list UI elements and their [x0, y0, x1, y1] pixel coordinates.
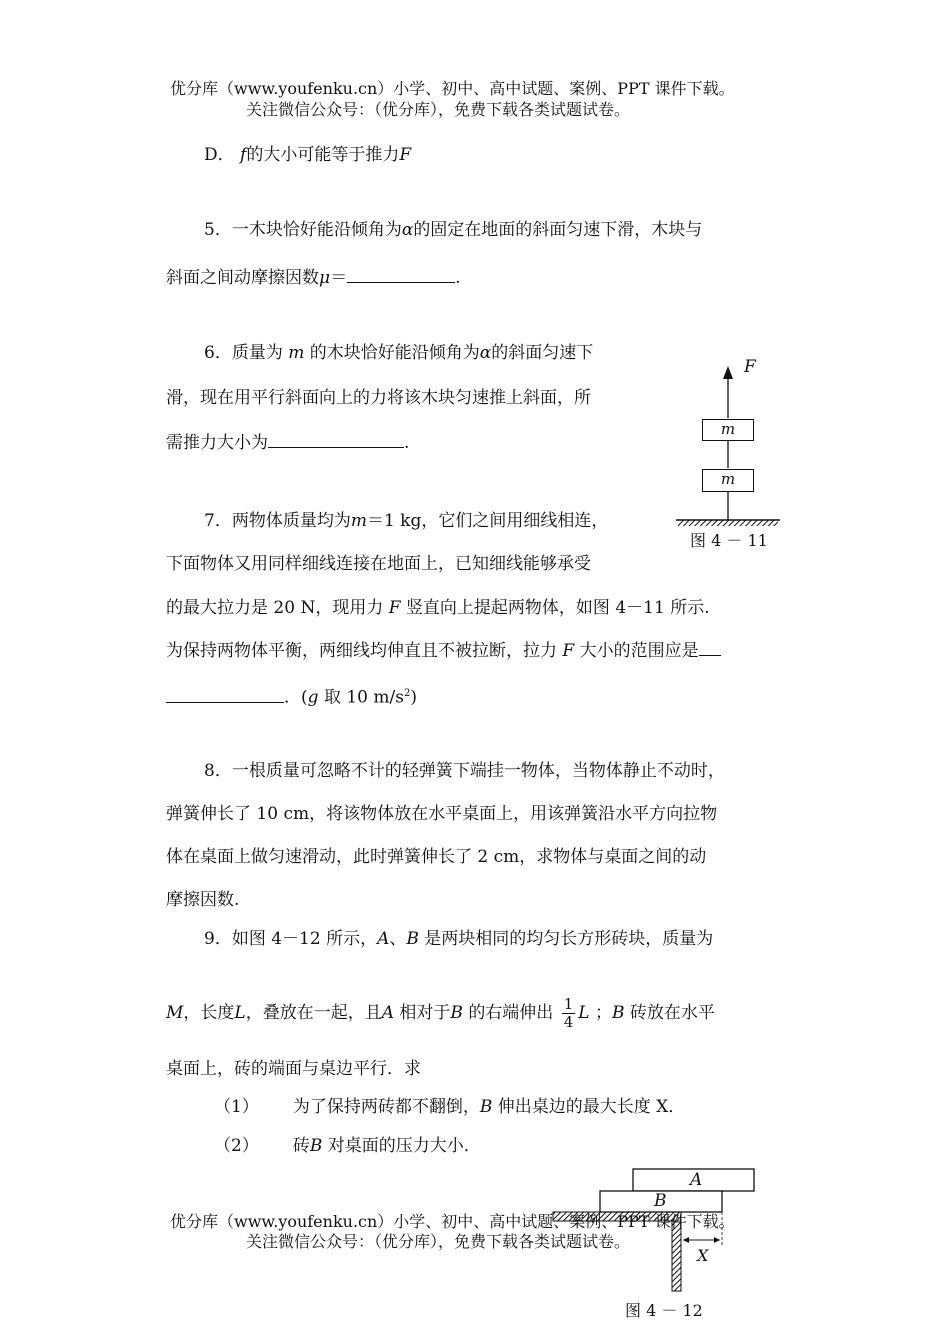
answer-blank	[699, 639, 721, 656]
force-label-f: F	[744, 357, 756, 377]
q5-line-1: 5．一木块恰好能沿倾角为α的固定在地面的斜面匀速下滑，木块与	[204, 220, 703, 240]
dimension-arrow-icon	[683, 1237, 720, 1243]
footer-line-2: 关注微信公众号：（优分库），免费下载各类试题试卷。	[246, 1232, 631, 1251]
fraction-one-quarter: $\frac{1}{4}$	[563, 995, 574, 1031]
lower-block: m	[702, 469, 754, 492]
q6-line-1: 6．质量为 m 的木块恰好能沿倾角为α的斜面匀速下	[204, 343, 594, 363]
answer-blank	[166, 686, 284, 703]
q8-line-3: 体在桌面上做匀速滑动，此时弹簧伸长了 2 cm，求物体与桌面之间的动	[166, 847, 707, 867]
q9-line-2: M，长度L，叠放在一起，且A 相对于B 的右端伸出 $\frac{1}{4}$ L ；B 砖放在水平	[166, 995, 715, 1031]
q9-sub-1: （1） 为了保持两砖都不翻倒，B 伸出桌边的最大长度 X．	[214, 1097, 686, 1117]
brick-b-label: B	[654, 1191, 667, 1211]
q9-sub-2: （2） 砖B 对桌面的压力大小．	[214, 1136, 481, 1156]
figure-4-12-caption: 图 4 － 12	[625, 1301, 703, 1320]
q7-line-2: 下面物体又用同样细线连接在地面上，已知细线能够承受	[166, 554, 591, 574]
header-line-2: 关注微信公众号：（优分库），免费下载各类试题试卷。	[246, 100, 631, 119]
q6-line-3: 需推力大小为 .	[166, 433, 410, 453]
answer-blank	[268, 431, 404, 448]
figure-4-11	[670, 352, 785, 530]
q8-line-4: 摩擦因数.	[166, 890, 240, 910]
answer-blank	[347, 266, 455, 283]
q7-line-3: 的最大拉力是 20 N，现用力 F 竖直向上提起两物体，如图 4－11 所示.	[166, 598, 710, 618]
header-line-1: 优分库（www.youfenku.cn）小学、初中、高中试题、案例、PPT 课件下载。	[170, 79, 735, 98]
force-arrow-icon	[723, 366, 733, 418]
q6-line-2: 滑，现在用平行斜面向上的力将该木块匀速推上斜面，所	[166, 388, 591, 408]
upper-block: m	[702, 419, 754, 441]
footer-line-1: 优分库（www.youfenku.cn）小学、初中、高中试题、案例、PPT 课件下载。	[170, 1212, 735, 1231]
figure-4-11-caption: 图 4 － 11	[690, 531, 768, 550]
q8-line-2: 弹簧伸长了 10 cm，将该物体放在水平桌面上，用该弹簧沿水平方向拉物	[166, 804, 718, 824]
q5-line-2: 斜面之间动摩擦因数μ＝ .	[166, 268, 461, 288]
option-d: D． f的大小可能等于推力F	[204, 145, 412, 165]
q7-line-4: 为保持两物体平衡，两细线均伸直且不被拉断，拉力 F 大小的范围应是	[166, 639, 721, 662]
q7-line-1: 7．两物体质量均为m＝1 kg，它们之间用细线相连，	[204, 511, 609, 531]
q9-line-1: 9．如图 4－12 所示，A、B 是两块相同的均匀长方形砖块，质量为	[204, 929, 714, 949]
dimension-x-label: X	[697, 1246, 709, 1265]
q8-line-1: 8．一根质量可忽略不计的轻弹簧下端挂一物体，当物体静止不动时，	[204, 761, 725, 781]
ground-hatch	[678, 520, 778, 526]
q9-line-3: 桌面上，砖的端面与桌边平行．求	[166, 1059, 421, 1079]
brick-a-label: A	[690, 1170, 703, 1190]
q7-line-5: ．(g 取 10 $m/s^2$)	[166, 683, 417, 709]
